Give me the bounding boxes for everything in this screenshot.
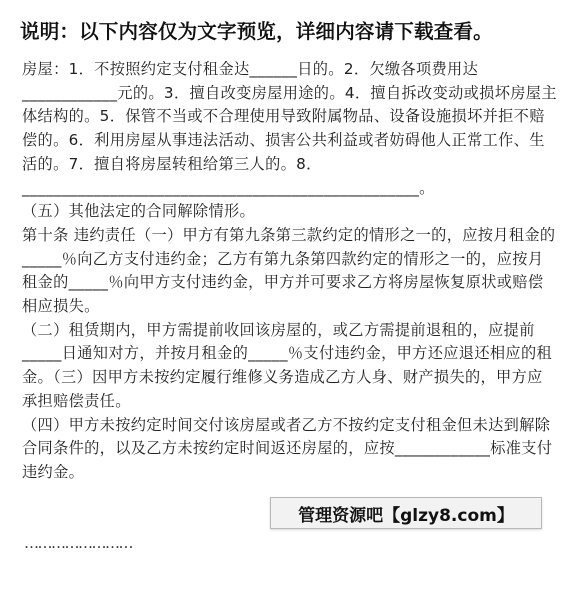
paragraph-statutory-termination: （五）其他法定的合同解除情形。: [22, 202, 256, 221]
preview-notice: 说明：以下内容仅为文字预览，详细内容请下载查看。: [20, 20, 493, 43]
paragraph-late-delivery: （四）甲方未按约定时间交付该房屋或者乙方不按约定支付租金但未达到解除合同条件的，以及乙方未按约定时间返还房屋的，应按____________标准支付违约金。: [22, 415, 553, 481]
paragraph-termination-conditions: 房屋：1．不按照约定支付租金达______日的。2．欠缴各项费用达____________元的。3．擅自改变房屋用途的。4．擅自拆改变动或损坏房屋主体结构的。5．保管不当或不合理使用导致附属物品、设备设施损坏并拒不赔偿的。6．利用房屋从事违法活动、损害公共利益或者妨碍他人正常工作、生活的。7．擅自将房屋转租给第三人的。8．: [22, 60, 557, 173]
document-body: [22, 58, 557, 485]
paragraph-early-termination: （二）租赁期内，甲方需提前收回该房屋的，或乙方需提前退租的，应提前_____日通知对方，并按月租金的_____％支付违约金，甲方还应退还相应的租金。（三）因甲方未按约定履行维修义务造成乙方人身、财产损失的，甲方应承担赔偿责任。: [22, 320, 553, 410]
truncation-ellipsis: ……………………: [24, 534, 132, 552]
paragraph-breach-liability: 第十条 违约责任（一）甲方有第九条第三款约定的情形之一的，应按月租金的_____％向乙方支付违约金；乙方有第九条第四款约定的情形之一的，应按月租金的_____％向甲方支付违约金，甲方并可要求乙方将房屋恢复原状或赔偿相应损失。: [22, 225, 556, 316]
site-watermark: 管理资源吧【glzy8.com】: [270, 497, 542, 529]
paragraph-blank-line: __________________________________________________。: [22, 178, 435, 197]
